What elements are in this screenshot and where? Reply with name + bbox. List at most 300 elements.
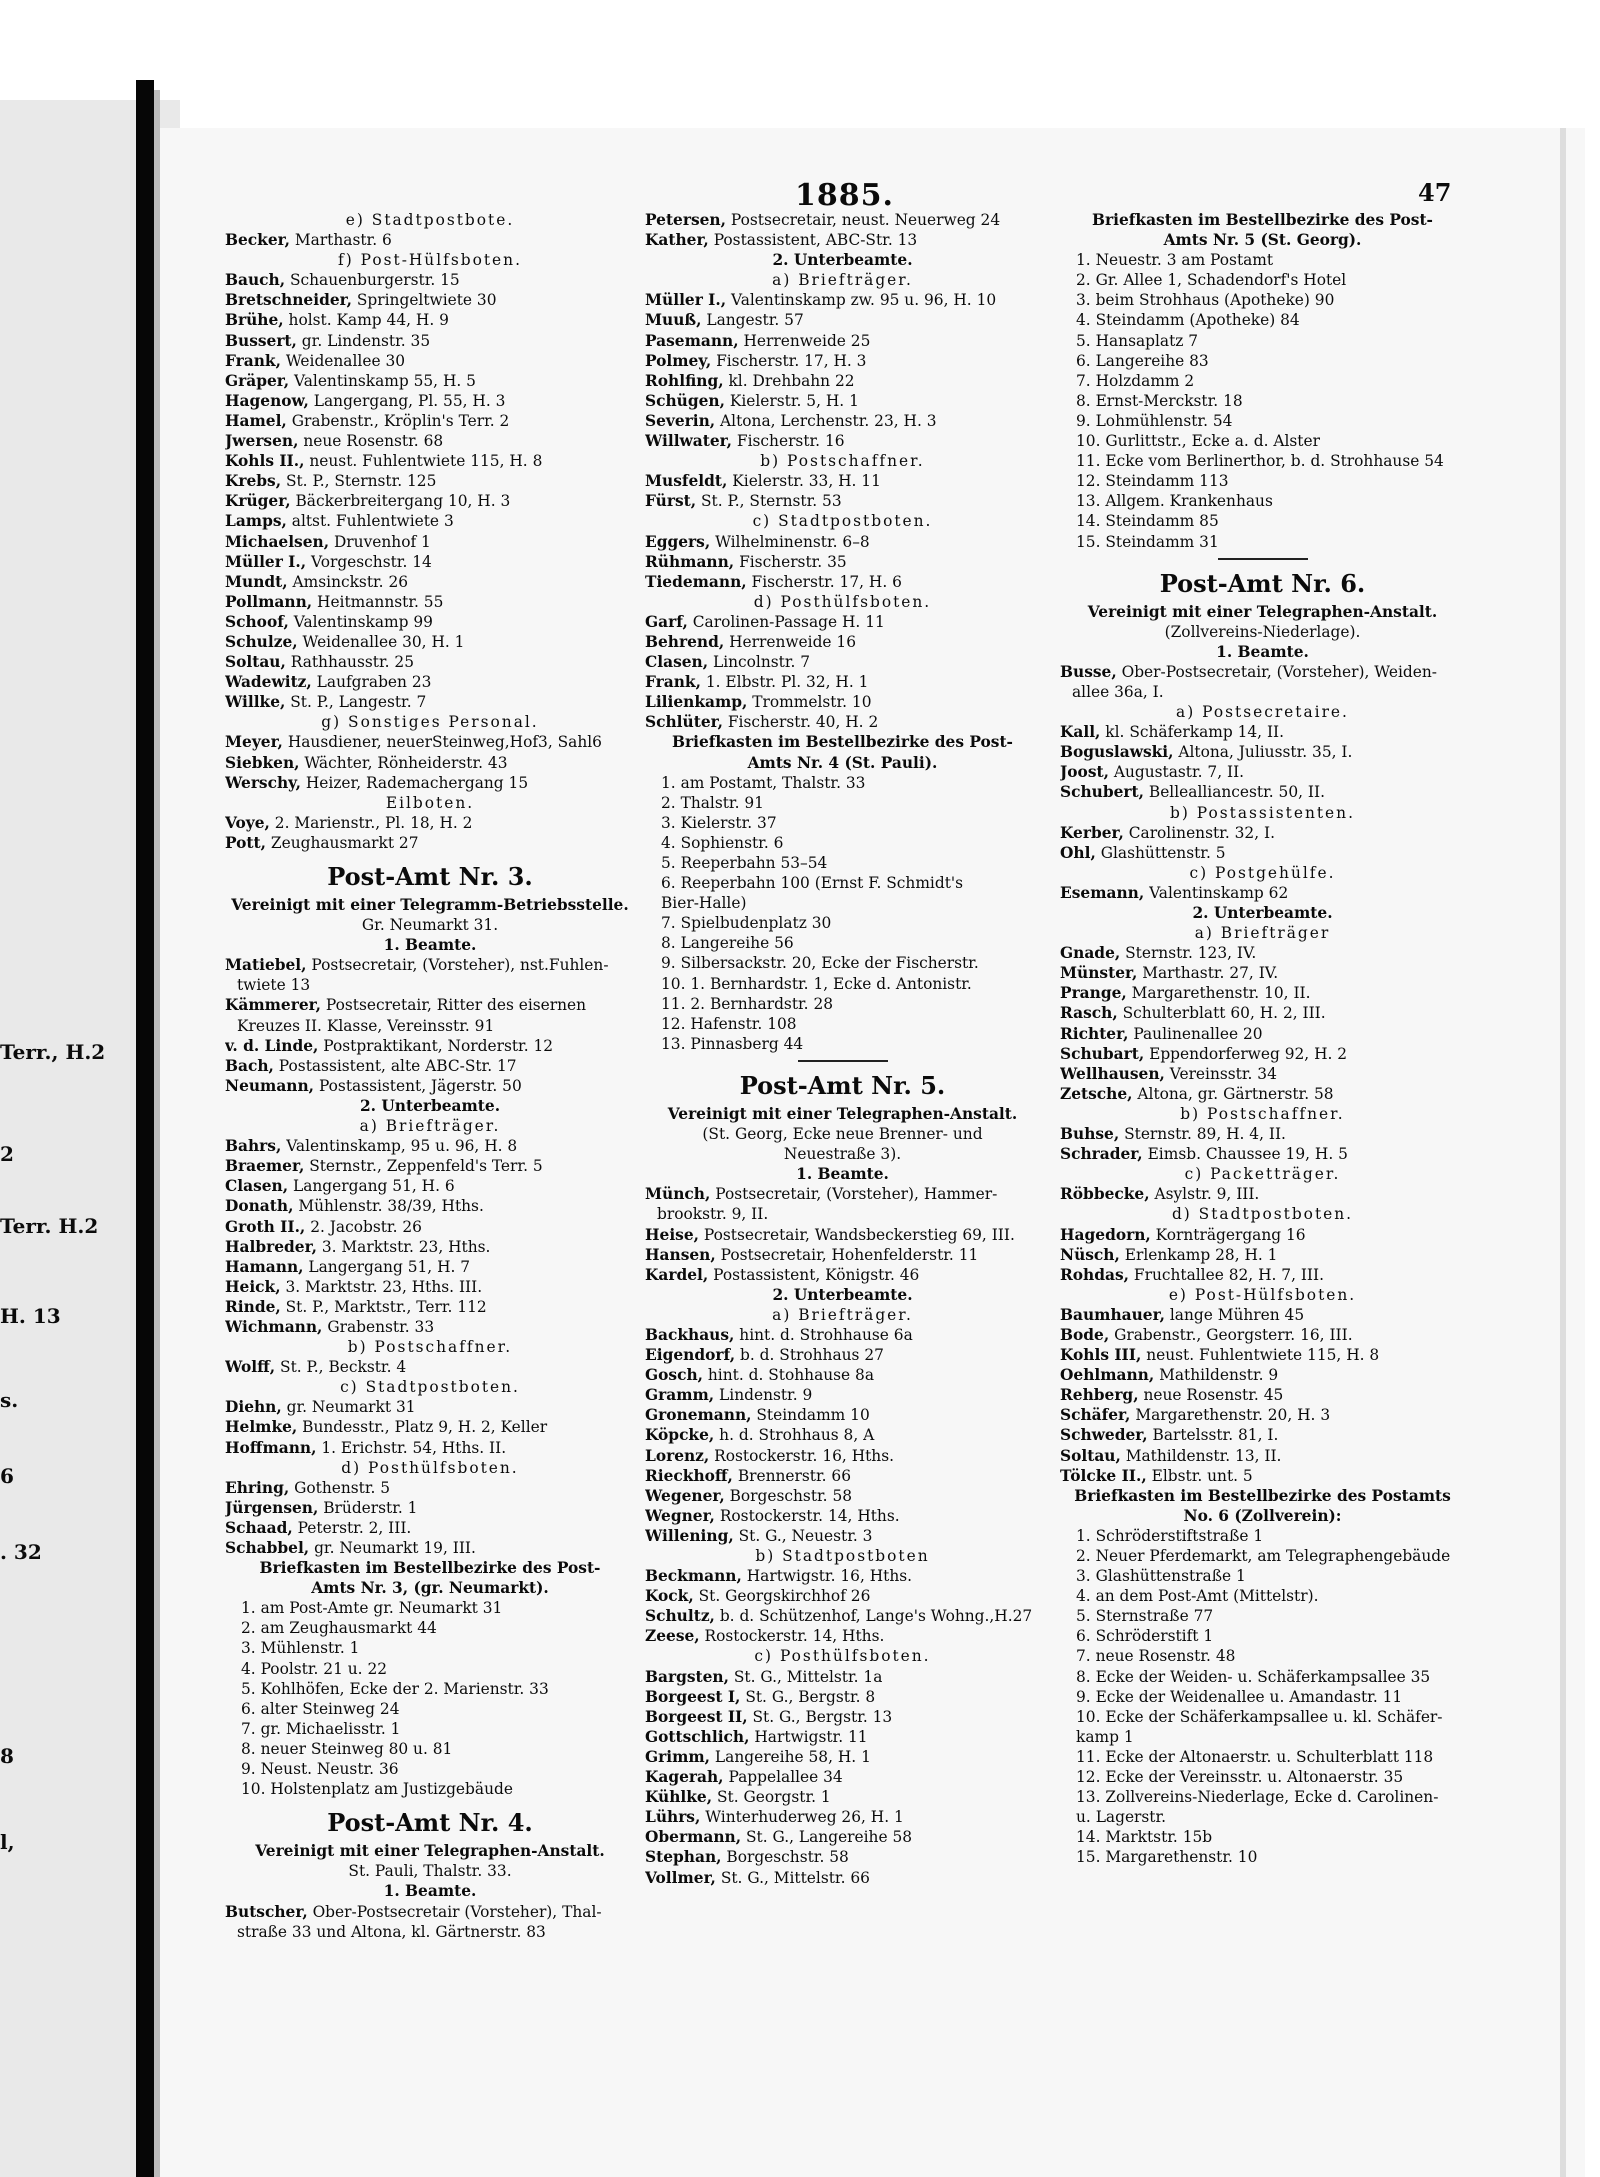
entry-name: Buhse, [1060,1125,1120,1144]
directory-entry [645,1787,1040,1807]
entry-details: neust. Fuhlentwiete 115, H. 8 [1141,1346,1380,1365]
directory-entry [645,1606,1040,1626]
entry-name: Müller I., [225,552,307,571]
entry-details: Mühlenstr. 38/39, Hths. [293,1197,484,1216]
entry-details: Grabenstr., Georgsterr. 16, III. [1109,1325,1353,1344]
entry-name: Rohlfing, [645,371,724,390]
directory-entry [225,753,635,773]
directory-entry [645,1767,1040,1787]
entry-details: holst. Kamp 44, H. 9 [283,311,449,330]
mailbox-list-item: 8. neuer Steinweg 80 u. 81 [241,1739,453,1758]
directory-entry [1060,1265,1465,1285]
left-page-fragment: H. 13 [0,1304,61,1328]
entry-name: Kather, [645,231,709,250]
directory-entry [225,632,635,652]
entry-details: Schulterblatt 60, H. 2, III. [1117,1004,1326,1023]
entry-details: Marthastr. 27, IV. [1137,964,1279,983]
directory-entry [225,1397,635,1417]
entry-details: St. P., Sternstr. 125 [281,472,437,491]
entry-details: 3. Marktstr. 23, Hths. III. [280,1277,483,1296]
entry-name: Wegner, [645,1506,715,1525]
directory-entry [645,1425,1040,1445]
left-page-fragment: 8 [0,1744,14,1768]
directory-entry [1060,1024,1465,1044]
mailbox-list-item: 3. beim Strohhaus (Apotheke) 90 [1076,291,1335,310]
entry-name: Kohls III, [1060,1346,1142,1365]
entry-details: Wilhelminenstr. 6–8 [710,532,870,551]
directory-entry [225,1156,635,1176]
section-heading: 1. Beamte. [796,1165,889,1184]
entry-details: Springeltwiete 30 [351,291,497,310]
directory-entry [645,1486,1040,1506]
entry-details: Kielerstr. 33, H. 11 [727,472,881,491]
mailbox-heading: No. 6 (Zollverein): [1183,1506,1342,1525]
entry-name: Frank, [225,351,281,370]
directory-entry [1060,943,1465,963]
directory-entry [645,1506,1040,1526]
directory-entry [645,411,1040,431]
directory-entry [225,1478,635,1498]
mailbox-list-item: kamp 1 [1076,1727,1134,1746]
mailbox-list-item: 11. Ecke der Altonaerstr. u. Schulterblatt 118 [1076,1747,1434,1766]
mailbox-list-item: 6. Schröderstift 1 [1076,1627,1214,1646]
mailbox-heading: Briefkasten im Bestellbezirke des Post- [672,733,1013,752]
entry-details: Augustastr. 7, II. [1108,763,1245,782]
entry-name: Petersen, [645,211,726,229]
entry-name: Schlüter, [645,713,723,732]
entry-details: Langestr. 57 [701,311,804,330]
entry-name: Schulze, [225,632,298,651]
directory-entry [225,572,635,592]
directory-entry [225,1417,635,1437]
entry-details: St. G., Langereihe 58 [741,1828,913,1847]
mailbox-list-item: 3. Glashüttenstraße 1 [1076,1567,1246,1586]
column-right [1060,210,1465,1868]
directory-entry [225,813,635,833]
section-heading: 2. Unterbeamte. [772,251,913,270]
entry-name: Wadewitz, [225,673,312,692]
mailbox-list-item: 13. Pinnasberg 44 [661,1034,804,1053]
directory-entry [645,431,1040,451]
entry-details: St. Georgstr. 1 [712,1788,831,1807]
subsection-heading: e) Stadtpostbote. [345,211,515,229]
entry-details: Amsinckstr. 26 [287,572,409,591]
entry-details: Eppendorferweg 92, H. 2 [1144,1044,1348,1063]
entry-name: Hagenow, [225,391,309,410]
entry-details: Winterhuderweg 26, H. 1 [700,1808,904,1827]
directory-entry [225,1176,635,1196]
mailbox-list-item: 15. Steindamm 31 [1076,532,1219,551]
mailbox-list-item: 12. Steindamm 113 [1076,472,1229,491]
left-page-fragment: s. [0,1388,19,1412]
mailbox-list-item: 8. Ernst-Merckstr. 18 [1076,391,1243,410]
entry-details: kl. Schäferkamp 14, II. [1100,723,1285,742]
directory-entry [1060,1144,1465,1164]
mailbox-list-item: 2. Neuer Pferdemarkt, am Telegraphengebäude [1076,1547,1451,1565]
entry-details: Lindenstr. 9 [714,1386,813,1405]
text-line: Gr. Neumarkt 31. [361,916,499,935]
entry-name: Bargsten, [645,1667,729,1686]
entry-name: Kardel, [645,1265,709,1284]
mailbox-list-item: 7. Spielbudenplatz 30 [661,914,832,933]
entry-name: Backhaus, [645,1325,735,1344]
directory-entry [225,833,635,853]
entry-name: Frank, [645,673,701,692]
directory-entry [645,1727,1040,1747]
column-left [225,210,635,1942]
entry-details: 2. Jacobstr. 26 [305,1217,422,1236]
entry-name: Gottschlich, [645,1727,750,1746]
directory-entry [225,471,635,491]
directory-entry [225,1357,635,1377]
entry-name: Lamps, [225,512,287,531]
mailbox-list-item: 2. Gr. Allee 1, Schadendorf's Hotel [1076,271,1347,290]
directory-entry [225,1518,635,1538]
entry-details: b. d. Strohhaus 27 [735,1346,884,1365]
directory-entry [645,1325,1040,1345]
directory-entry [225,1257,635,1277]
directory-entry [225,612,635,632]
text-line: (Zollvereins-Niederlage). [1164,622,1361,641]
directory-entry [225,491,635,511]
entry-name: Behrend, [645,632,725,651]
entry-details: Laufgraben 23 [311,673,432,692]
text-line: brookstr. 9, II. [657,1205,769,1224]
subsection-heading: b) Postassistenten. [1170,803,1355,822]
directory-entry [645,712,1040,732]
directory-entry [645,1385,1040,1405]
entry-details: neue Rosenstr. 45 [1138,1386,1284,1405]
mailbox-list-item: 10. 1. Bernhardstr. 1, Ecke d. Antonistr. [661,974,972,993]
left-page-fragment: 2 [0,1142,14,1166]
directory-entry [225,1438,635,1458]
directory-entry [1060,782,1465,802]
directory-entry [225,552,635,572]
entry-name: Tölcke II., [1060,1466,1147,1485]
directory-entry [645,331,1040,351]
mailbox-list-item: 9. Ecke der Weidenallee u. Amandastr. 11 [1076,1687,1403,1706]
entry-details: Erlenkamp 28, H. 1 [1119,1245,1278,1264]
entry-name: Kühlke, [645,1788,713,1807]
entry-details: Postsecretair, (Vorsteher), nst.Fuhlen- [306,956,609,975]
directory-entry [645,310,1040,330]
entry-name: Garf, [645,612,688,631]
entry-name: Zetsche, [1060,1084,1133,1103]
entry-name: Prange, [1060,984,1127,1003]
directory-entry [225,692,635,712]
subsection-heading: a) Briefträger. [772,271,913,290]
entry-details: Bartelsstr. 81, I. [1147,1426,1279,1445]
entry-details: neust. Fuhlentwiete 115, H. 8 [304,452,543,471]
entry-details: Postassistent, ABC-Str. 13 [708,231,918,250]
directory-entry [225,351,635,371]
mailbox-list-item: 8. Ecke der Weiden- u. Schäferkampsallee 35 [1076,1667,1431,1686]
entry-details: neue Rosenstr. 68 [298,432,444,451]
entry-details: Bundesstr., Platz 9, H. 2, Keller [297,1418,548,1437]
entry-name: Ehring, [225,1478,290,1497]
directory-entry [1060,1365,1465,1385]
entry-name: Krüger, [225,492,291,511]
directory-entry [225,290,635,310]
entry-details: Postassistent, Königstr. 46 [708,1265,920,1284]
entry-details: Herrenweide 25 [738,331,871,350]
entry-name: Joost, [1060,763,1109,782]
entry-name: Hansen, [645,1245,716,1264]
mailbox-list-item: 12. Ecke der Vereinsstr. u. Altonaerstr. 35 [1076,1768,1404,1787]
entry-details: St. P., Sternstr. 53 [696,492,842,511]
mailbox-heading: Briefkasten im Bestellbezirke des Post- [1092,211,1433,229]
entry-details: hint. d. Stohhause 8a [703,1366,875,1385]
entry-name: Kall, [1060,723,1101,742]
entry-name: Mundt, [225,572,288,591]
entry-name: Siebken, [225,753,300,772]
entry-name: Wegener, [645,1486,725,1505]
entry-details: Margarethenstr. 20, H. 3 [1130,1406,1331,1425]
entry-details: Postsecretair, neust. Neuerweg 24 [725,211,1001,229]
entry-name: Rühmann, [645,552,735,571]
entry-details: Heitmannstr. 55 [312,592,444,611]
entry-details: Carolinen-Passage H. 11 [687,612,885,631]
directory-entry [225,431,635,451]
subsection-heading: g) Sonstiges Personal. [321,713,539,732]
entry-name: Stephan, [645,1848,722,1867]
subsection-heading: a) Briefträger. [359,1117,501,1136]
entry-details: St. P., Marktstr., Terr. 112 [280,1297,487,1316]
entry-details: Sternstr., Zeppenfeld's Terr. 5 [304,1157,543,1176]
entry-details: Valentinskamp 55, H. 5 [289,371,476,390]
page-year: 1885. [795,178,894,213]
subsection-heading: b) Postschaffner. [1180,1104,1345,1123]
entry-details: Vereinsstr. 34 [1164,1064,1277,1083]
directory-entry [645,1466,1040,1486]
entry-name: Heise, [645,1225,699,1244]
mailbox-list-item: 10. Ecke der Schäferkampsallee u. kl. Schäfer- [1076,1707,1443,1726]
entry-name: Busse, [1060,662,1117,681]
entry-name: Groth II., [225,1217,306,1236]
section-heading: 1. Beamte. [383,936,477,955]
directory-entry [645,672,1040,692]
directory-entry [645,1265,1040,1285]
entry-details: Eimsb. Chaussee 19, H. 5 [1142,1145,1348,1164]
entry-details: Borgeschstr. 58 [724,1486,853,1505]
mailbox-list-item: 7. gr. Michaelisstr. 1 [241,1719,401,1738]
entry-name: Esemann, [1060,883,1145,902]
entry-name: Gräper, [225,371,290,390]
entry-details: Langergang, Pl. 55, H. 3 [308,391,506,410]
mailbox-list-item: 14. Marktstr. 15b [1076,1828,1213,1847]
entry-details: Grabenstr. 33 [322,1317,435,1336]
entry-name: Eggers, [645,532,711,551]
mailbox-list-item: 4. Poolstr. 21 u. 22 [241,1659,388,1678]
directory-entry [1060,843,1465,863]
directory-entry [645,572,1040,592]
entry-details: Margarethenstr. 10, II. [1126,984,1311,1003]
entry-name: Vollmer, [645,1868,716,1887]
entry-details: Ober-Postsecretair (Vorsteher), Thal- [307,1902,602,1921]
entry-details: Grabenstr., Kröplin's Terr. 2 [286,411,510,430]
subsection-heading: e) Post-Hülfsboten. [1168,1285,1357,1304]
entry-name: Jwersen, [225,432,299,451]
entry-details: Fruchtallee 82, H. 7, III. [1129,1265,1324,1284]
subsection-heading: f) Post-Hülfsboten. [338,251,522,270]
subsection-heading: c) Posthülfsboten. [754,1647,931,1666]
directory-entry [645,371,1040,391]
directory-entry [645,1847,1040,1867]
directory-entry [225,773,635,793]
entry-details: Valentinskamp, 95 u. 96, H. 8 [281,1137,518,1156]
entry-name: Becker, [225,231,290,250]
entry-name: Schügen, [645,391,725,410]
directory-entry [645,692,1040,712]
entry-name: Rinde, [225,1297,281,1316]
directory-entry [225,270,635,290]
entry-name: Wellhausen, [1060,1064,1165,1083]
directory-entry [1060,1405,1465,1425]
section-heading: 2. Unterbeamte. [359,1096,501,1115]
entry-name: Tiedemann, [645,572,747,591]
entry-name: Baumhauer, [1060,1305,1165,1324]
entry-details: Mathildenstr. 9 [1154,1366,1279,1385]
subsection-heading: c) Stadtpostboten. [340,1378,520,1397]
directory-entry [645,1225,1040,1245]
directory-entry [645,1707,1040,1727]
entry-name: Jürgensen, [225,1498,319,1517]
entry-details: Valentinskamp 62 [1144,883,1289,902]
post-office-heading: Post-Amt Nr. 6. [1159,568,1366,598]
entry-name: Rasch, [1060,1004,1118,1023]
entry-name: Braemer, [225,1157,305,1176]
directory-entry [645,1827,1040,1847]
entry-name: Eigendorf, [645,1346,736,1365]
page-number: 47 [1418,178,1452,207]
text-line: Vereinigt mit einer Telegraphen-Anstalt. [255,1842,605,1861]
entry-details: Postsecretair, Hohenfelderstr. 11 [715,1245,979,1264]
entry-name: Meyer, [225,733,283,752]
entry-details: 3. Marktstr. 23, Hths. [316,1237,491,1256]
mailbox-heading: Amts Nr. 4 (St. Pauli). [747,753,938,772]
entry-name: Hagedorn, [1060,1225,1151,1244]
entry-details: Postassistent, alte ABC-Str. 17 [273,1056,517,1075]
entry-name: Muuß, [645,311,702,330]
entry-name: Beckmann, [645,1567,742,1586]
entry-name: Bach, [225,1056,274,1075]
entry-name: Severin, [645,411,716,430]
mailbox-list-item: 4. an dem Post-Amt (Mittelstr). [1076,1587,1319,1606]
post-office-heading: Post-Amt Nr. 3. [327,862,533,891]
mailbox-list-item: 1. am Post-Amte gr. Neumarkt 31 [241,1599,503,1618]
directory-entry [1060,1064,1465,1084]
directory-entry [225,532,635,552]
entry-name: Wolff, [225,1358,276,1377]
text-line: St. Pauli, Thalstr. 33. [348,1862,512,1881]
entry-name: Gramm, [645,1386,715,1405]
entry-details: Fischerstr. 17, H. 6 [746,572,902,591]
entry-details: Ober-Postsecretair, (Vorsteher), Weiden- [1116,662,1437,681]
entry-name: v. d. Linde, [225,1036,319,1055]
text-line: Neuestraße 3). [783,1145,902,1164]
subsection-heading: d) Posthülfsboten. [753,592,932,611]
directory-entry [1060,662,1465,682]
entry-name: Boguslawski, [1060,743,1174,762]
mailbox-list-item: 10. Holstenplatz am Justizgebäude [241,1780,513,1799]
entry-name: Diehn, [225,1398,282,1417]
directory-entry [1060,762,1465,782]
directory-entry [225,1056,635,1076]
entry-name: Nüsch, [1060,1245,1120,1264]
entry-name: Richter, [1060,1024,1129,1043]
mailbox-list-item: 2. Thalstr. 91 [661,793,764,812]
entry-name: Soltau, [1060,1446,1121,1465]
entry-name: Schubert, [1060,783,1144,802]
entry-details: Heizer, Rademachergang 15 [300,773,529,792]
section-heading: 1. Beamte. [383,1882,477,1901]
entry-name: Oehlmann, [1060,1366,1155,1385]
entry-details: Peterstr. 2, III. [292,1518,412,1537]
entry-details: Kielerstr. 5, H. 1 [724,391,859,410]
entry-details: Langereihe 58, H. 1 [710,1747,871,1766]
entry-name: Werschy, [225,773,301,792]
entry-details: Elbstr. unt. 5 [1146,1466,1253,1485]
mailbox-list-item: 5. Reeperbahn 53–54 [661,854,828,872]
entry-details: hint. d. Strohhause 6a [734,1325,913,1344]
directory-entry [645,491,1040,511]
entry-details: gr. Neumarkt 31 [281,1398,416,1417]
entry-details: Gothenstr. 5 [289,1478,391,1497]
entry-name: Lührs, [645,1808,701,1827]
entry-details: Langergang 51, H. 6 [288,1177,455,1196]
mailbox-list-item: 11. 2. Bernhardstr. 28 [661,994,834,1013]
entry-details: St. G., Mittelstr. 66 [715,1868,870,1887]
mailbox-list-item: 7. Holzdamm 2 [1076,371,1195,390]
subsection-heading: b) Stadtpostboten [755,1547,930,1565]
text-line: Vereinigt mit einer Telegramm-Betriebsstelle. [231,896,629,914]
directory-entry [1060,963,1465,983]
directory-entry [1060,1466,1465,1486]
directory-entry [225,411,635,431]
entry-details: Borgeschstr. 58 [721,1848,849,1867]
entry-name: Voye, [225,813,270,832]
entry-details: Bellealliancestr. 50, II. [1144,783,1325,802]
column-middle [645,210,1040,1888]
entry-details: Carolinenstr. 32, I. [1123,823,1275,842]
directory-entry [645,1184,1040,1204]
directory-entry [645,652,1040,672]
mailbox-list-item: 3. Kielerstr. 37 [661,813,777,832]
entry-details: 2. Marienstr., Pl. 18, H. 2 [269,813,473,832]
entry-name: Schultz, [645,1607,715,1626]
entry-details: gr. Lindenstr. 35 [296,331,431,350]
directory-entry [1060,1225,1465,1245]
entry-details: St. P., Beckstr. 4 [275,1358,407,1377]
entry-details: St. Georgskirchhof 26 [693,1587,871,1606]
directory-entry [645,1566,1040,1586]
directory-entry [1060,823,1465,843]
mailbox-list-item: 12. Hafenstr. 108 [661,1014,797,1033]
entry-name: Willening, [645,1526,734,1545]
entry-details: Postsecretair, Wandsbeckerstieg 69, III. [699,1225,1015,1244]
mailbox-list-item: 9. Lohmühlenstr. 54 [1076,411,1233,430]
entry-name: Borgeest II, [645,1707,748,1726]
section-rule [1218,558,1308,560]
entry-name: Kerber, [1060,823,1124,842]
entry-details: Hartwigstr. 16, Hths. [741,1567,913,1586]
entry-name: Michaelsen, [225,532,330,551]
directory-entry [645,210,1040,230]
entry-name: Willke, [225,693,286,712]
entry-name: Kämmerer, [225,996,321,1015]
entry-details: altst. Fuhlentwiete 3 [286,512,454,531]
entry-name: Borgeest I, [645,1687,741,1706]
